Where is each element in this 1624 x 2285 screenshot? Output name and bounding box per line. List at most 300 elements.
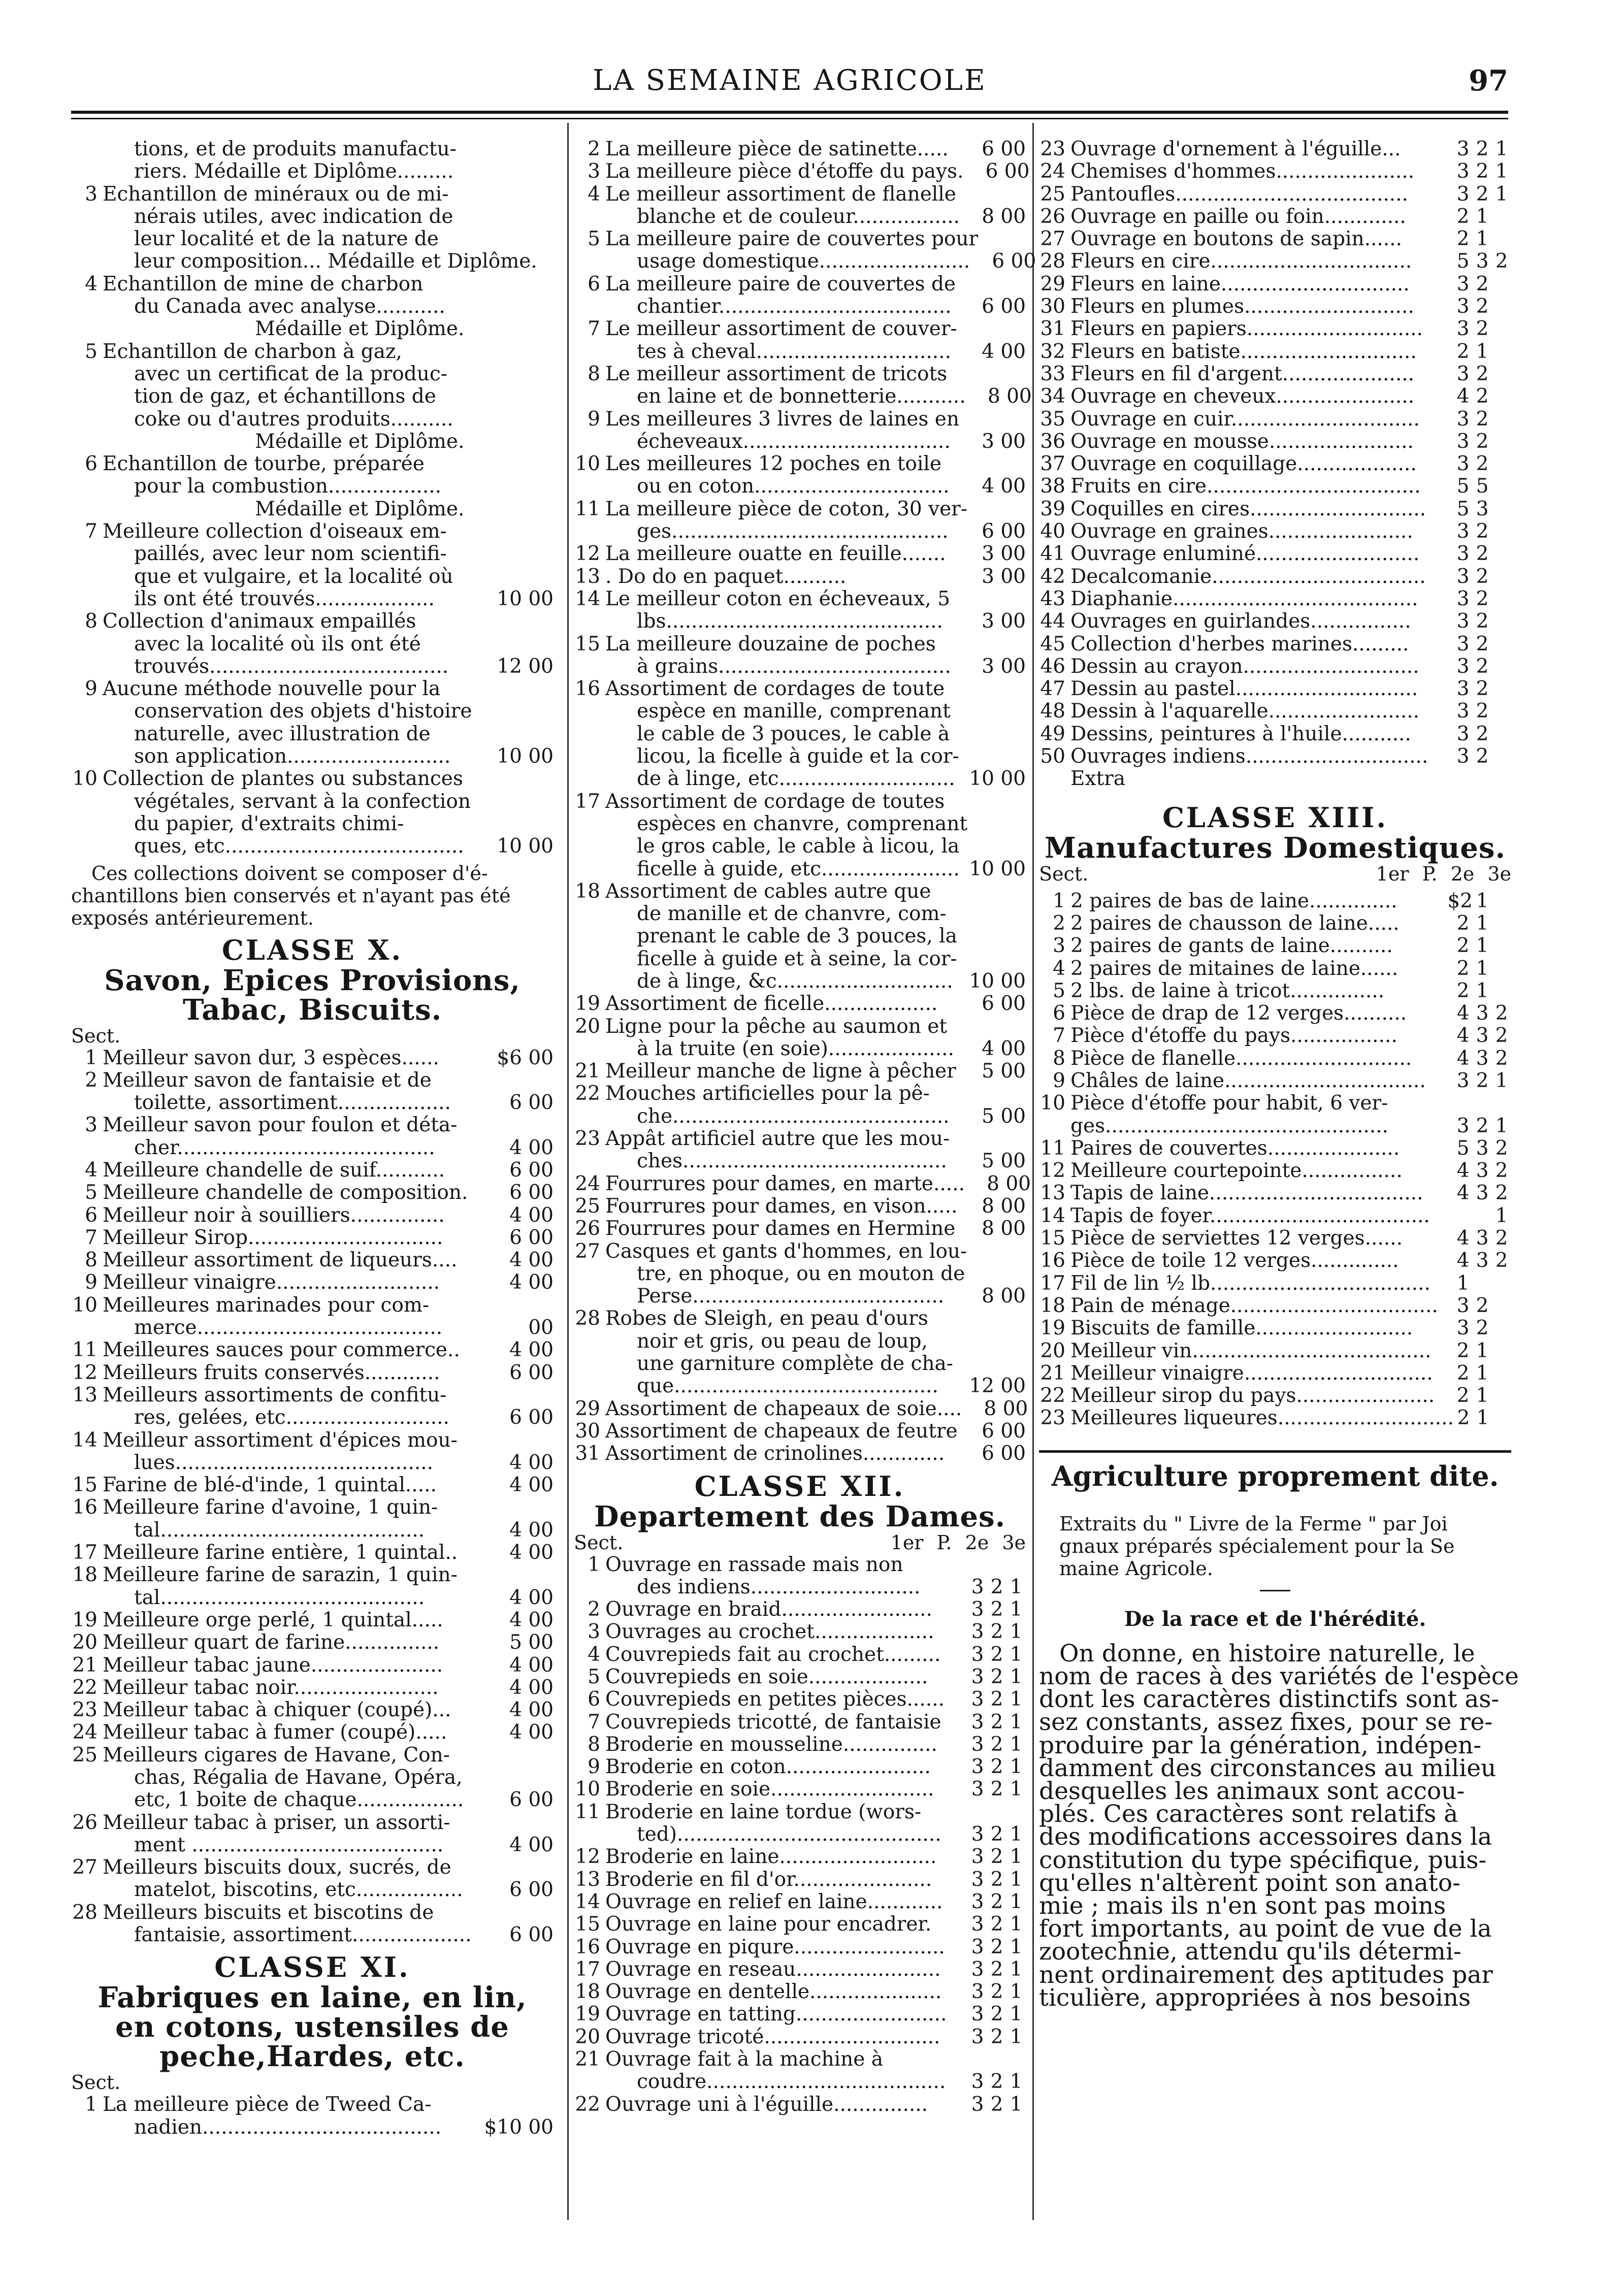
list-item [1039, 1048, 1511, 1070]
item-text: Fourrures pour dames, en marte..... [605, 1172, 965, 1195]
item-text: Decalcomanie.................................. [1070, 565, 1426, 588]
prize-value: 3 [971, 1598, 984, 1621]
item-amount [960, 633, 1026, 656]
item-number: 48 [1040, 700, 1065, 723]
list-item [574, 1734, 1026, 1756]
item-amount [960, 1308, 1026, 1330]
prize-value: 1 [1495, 138, 1508, 160]
item-amount [488, 1429, 554, 1452]
item-number: 6 [588, 1688, 600, 1711]
list-item [71, 1609, 554, 1631]
prize-value: 2 [990, 1666, 1003, 1688]
item-amount: 6 00 [509, 1406, 554, 1429]
item-text: du papier, d'extraits chimi- [134, 812, 404, 835]
item-number: 6 [588, 272, 600, 296]
item-number: 20 [575, 1015, 600, 1038]
item-number: 39 [1040, 497, 1065, 520]
item-text: son application.......................... [134, 745, 451, 768]
prize-header: 1er P. 2e 3e [890, 1531, 1026, 1554]
prize-value: 1 [1010, 1688, 1023, 1711]
prize-value: 2 [1476, 632, 1489, 656]
prize-value: 2 [990, 1778, 1003, 1801]
item-text: Meilleurs cigares de Havane, Con- [103, 1743, 450, 1767]
item-amount: 6 00 [982, 1442, 1026, 1465]
list-item [71, 745, 554, 768]
item-text: La meilleure ouatte en feuille....... [605, 542, 946, 566]
list-item [1039, 1025, 1511, 1047]
prize-value [987, 1554, 1006, 1576]
prize-value: 3 [1456, 677, 1470, 701]
list-item [1039, 610, 1511, 633]
prize-value: 3 [1456, 745, 1470, 768]
item-text: Ouvrage uni à l'éguille............... [605, 2093, 928, 2116]
item-amount [960, 1128, 1026, 1150]
item-text: Tapis de foyer................................... [1070, 1204, 1430, 1227]
prize-value: 5 [1456, 1136, 1470, 1160]
item-text: Meilleure chandelle de composition. [103, 1181, 468, 1204]
item-amount [488, 2094, 554, 2116]
item-amount: 5 00 [982, 1150, 1026, 1173]
item-number [71, 1924, 103, 1946]
article-line: On donne, en histoire naturelle, le [1059, 1639, 1475, 1668]
item-text: Meilleur quart de farine............... [103, 1631, 440, 1654]
item-text: Ouvrage en dentelle..................... [605, 1980, 942, 2004]
prize-value: 1 [1010, 2070, 1023, 2094]
item-amount [967, 813, 1033, 835]
item-amount [488, 1114, 554, 1136]
item-number [71, 296, 103, 318]
item-text: Dessins, peintures à l'huile........... [1070, 722, 1411, 745]
prize-value: 3 [971, 1845, 984, 1869]
item-text: Fleurs en laine.............................. [1070, 272, 1410, 296]
prize-value: 4 [1456, 1002, 1470, 1025]
prize-value [1492, 935, 1511, 957]
prize-value [1453, 1205, 1473, 1227]
sect-header [71, 2071, 554, 2094]
list-item [71, 273, 554, 296]
prize-value: 1 [1010, 1980, 1023, 2004]
prize-value: 2 [990, 1957, 1003, 1981]
prize-value: 4 [1456, 1159, 1470, 1183]
item-number: 9 [1053, 1069, 1065, 1092]
column-divider-1 [567, 123, 569, 2220]
list-item [71, 1699, 554, 1721]
prize-value: 2 [1476, 655, 1489, 678]
item-number: 8 [1053, 1047, 1065, 1070]
note-line: chantillons bien conservés et n'ayant pas été [71, 884, 511, 907]
list-item [574, 475, 1026, 498]
classe-x-list [71, 1047, 554, 1947]
item-number [71, 1092, 103, 1114]
list-item [1039, 318, 1511, 340]
article-line: constitution du type spécifique, puis- [1039, 1846, 1487, 1874]
item-number: 3 [588, 1620, 600, 1644]
prize-value [1492, 453, 1511, 475]
list-item [71, 543, 554, 565]
column-right [1039, 138, 1519, 2220]
item-text: des indiens........................... [637, 1575, 921, 1598]
prize-value: 3 [1456, 1294, 1470, 1317]
item-text: Diaphanie....................................... [1070, 587, 1418, 610]
prize-value: 3 [971, 1666, 984, 1688]
item-number: 26 [72, 1811, 98, 1834]
item-amount: 8 00 [984, 1397, 1028, 1420]
prize-value [1492, 768, 1511, 790]
item-number: 23 [72, 1699, 98, 1722]
item-text: Meilleur assortiment d'épices mou- [103, 1428, 458, 1452]
prize-value: 3 [1456, 565, 1470, 588]
list-item [1039, 138, 1511, 160]
item-text: coudre...................................... [637, 2070, 946, 2094]
prize-value: 1 [1476, 1339, 1489, 1362]
article-heading: De la race et de l'hérédité. [1124, 1607, 1426, 1631]
item-number [71, 228, 103, 250]
item-number: 13 [1040, 1182, 1065, 1205]
prize-value: 2 [1476, 700, 1489, 723]
prize-value: 3 [971, 2025, 984, 2048]
list-item [574, 1981, 1026, 2003]
item-number: 19 [575, 2003, 600, 2026]
prize-value: $2 [1447, 889, 1473, 912]
item-number: 40 [1040, 520, 1065, 543]
item-amount: 4 00 [509, 1586, 554, 1609]
item-text: Ouvrage en cuir.............................. [1070, 407, 1420, 431]
prize-value [1492, 588, 1511, 610]
list-item [574, 1846, 1026, 1868]
item-text: Les meilleures 3 livres de laines en [605, 407, 959, 431]
item-text: Le meilleur coton en écheveaux, 5 [605, 587, 950, 610]
list-item [1039, 408, 1511, 431]
item-text: La meilleure pièce d'étoffe du pays. [605, 160, 964, 183]
item-amount [960, 408, 1026, 431]
prize-value: 2 [1456, 979, 1470, 1002]
prize-value [1492, 566, 1511, 588]
prize-value: 1 [1010, 1620, 1023, 1644]
item-number [71, 2116, 103, 2139]
item-number: 30 [1040, 295, 1065, 318]
item-text: 2 paires de mitaines de laine...... [1070, 957, 1399, 980]
item-number: 7 [588, 317, 600, 341]
item-number: 43 [1040, 587, 1065, 610]
prize-value [1453, 768, 1473, 790]
list-item [71, 1047, 554, 1069]
prize-value [1492, 341, 1511, 363]
list-item [574, 408, 1026, 431]
item-text: Le meilleur assortiment de couver- [605, 317, 957, 341]
item-text: Meilleur savon pour foulon et déta- [103, 1114, 458, 1137]
item-text: Assortiment de cordages de toute [605, 677, 945, 701]
prize-value: 1 [1010, 1666, 1023, 1688]
prize-value [1492, 385, 1511, 408]
item-amount: 8 00 [982, 1285, 1026, 1308]
prize-value: 2 [1456, 911, 1470, 935]
prize-value: 3 [971, 1575, 984, 1598]
item-amount [960, 678, 1026, 700]
list-item [1039, 1317, 1511, 1340]
item-amount: 10 00 [497, 835, 554, 858]
item-text: Ouvrage en cheveux...................... [1070, 385, 1415, 408]
prize-value: 2 [1495, 1136, 1508, 1160]
item-amount: 12 00 [969, 1375, 1026, 1398]
list-item [1039, 980, 1511, 1002]
item-amount [488, 768, 554, 790]
classe-xii-continued-list [1039, 138, 1511, 791]
item-number [71, 431, 103, 453]
item-text: leur composition... Médaille et Diplôme. [134, 250, 537, 273]
prize-value: 2 [1495, 1159, 1508, 1183]
item-amount [960, 1353, 1026, 1375]
item-number [71, 1317, 103, 1339]
prize-value: 3 [1456, 317, 1470, 341]
item-text: Ouvrage enluminé.......................... [1070, 542, 1420, 566]
article-line: damment des circonstances au milieu [1039, 1754, 1497, 1782]
sect-label: Sect. [71, 1024, 121, 1047]
prize-value [1492, 1340, 1511, 1362]
list-item [71, 228, 554, 250]
prize-value [1473, 1092, 1492, 1115]
item-number [574, 948, 605, 970]
item-amount: 6 00 [509, 1361, 554, 1384]
prize-value [1492, 431, 1511, 453]
prize-value: 1 [1010, 1643, 1023, 1666]
item-amount: 10 00 [497, 587, 554, 610]
list-item [574, 1666, 1026, 1688]
item-text: végétales, servant à la confection [134, 790, 471, 813]
item-text: nadien...................................... [134, 2115, 442, 2139]
list-item [71, 1812, 554, 1834]
item-number: 11 [1040, 1136, 1065, 1160]
list-item [574, 970, 1026, 993]
list-item [71, 835, 554, 858]
item-number: 2 [588, 138, 600, 160]
list-item [1039, 206, 1511, 228]
item-amount: 8 00 [987, 385, 1032, 408]
item-number [71, 1587, 103, 1609]
item-number: 29 [1040, 272, 1065, 296]
item-amount: 6 00 [982, 138, 1026, 160]
prize-value: 2 [1476, 745, 1489, 768]
item-text: Aucune méthode nouvelle pour la [103, 677, 441, 701]
item-number: 17 [575, 790, 600, 813]
prize-value [1492, 1407, 1512, 1429]
item-amount: 6 00 [509, 1226, 554, 1249]
list-item [71, 1924, 554, 1946]
item-number: 1 [1053, 889, 1065, 912]
item-number: 19 [72, 1608, 98, 1631]
item-number: 33 [1040, 362, 1065, 385]
list-item [71, 1249, 554, 1271]
prize-value: 1 [1476, 934, 1489, 958]
prize-value: 3 [1456, 182, 1470, 206]
item-text: Fil de lin ½ lb................................... [1070, 1271, 1431, 1295]
item-number: 14 [72, 1428, 98, 1452]
prize-value [968, 2048, 987, 2071]
item-amount: 6 00 [992, 250, 1036, 273]
list-item [1039, 475, 1511, 498]
item-text: leur localité et de la nature de [134, 227, 439, 251]
item-number: 28 [72, 1901, 98, 1924]
classe-xi-title: CLASSE XI. [214, 1951, 410, 1984]
list-item [71, 160, 554, 183]
list-item [574, 318, 1026, 340]
item-number: 4 [85, 272, 98, 296]
item-number [574, 835, 605, 858]
list-item [574, 1060, 1026, 1083]
classe-xiii-list [1039, 890, 1511, 1430]
item-amount [960, 745, 1026, 768]
item-number: 19 [1040, 1317, 1065, 1340]
classe-xi-continued-list [574, 138, 1036, 1465]
list-item [1039, 678, 1511, 700]
item-text: Meilleur vinaigre.............................. [1070, 1361, 1433, 1385]
list-item [1039, 745, 1511, 768]
item-text: tre, en phoque, ou en mouton de [637, 1262, 965, 1285]
prize-value: 3 [971, 2070, 984, 2094]
item-text: Meilleures liqueures............................ [1070, 1407, 1454, 1430]
item-number: 37 [1040, 452, 1065, 476]
item-text: Appât artificiel autre que les mou- [605, 1127, 950, 1151]
item-text: coke ou d'autres produits.......... [134, 407, 453, 431]
item-number: 27 [575, 1239, 600, 1263]
list-item [71, 296, 554, 318]
collections-note [71, 862, 554, 929]
item-text: Pièce de serviettes 12 verges...... [1070, 1227, 1403, 1250]
list-item [71, 408, 554, 431]
item-text: Chemises d'hommes...................... [1070, 160, 1415, 183]
item-amount [488, 566, 554, 588]
item-text: Couvrepieds en soie................... [605, 1666, 928, 1688]
item-text: naturelle, avec illustration de [134, 722, 431, 745]
item-text: ches.......................................... [637, 1150, 947, 1173]
prize-value: 2 [1456, 1384, 1470, 1408]
item-amount: 4 00 [509, 1474, 554, 1497]
item-number [71, 1519, 103, 1542]
item-number [574, 520, 605, 543]
item-text: lues......................................... [134, 1451, 433, 1474]
list-item [71, 1677, 554, 1699]
item-number [71, 1767, 103, 1789]
list-item [71, 1137, 554, 1159]
prize-value: 3 [971, 2093, 984, 2116]
item-number: 24 [72, 1721, 98, 1744]
item-amount [488, 341, 554, 363]
item-number [574, 1038, 605, 1060]
list-item [71, 1227, 554, 1249]
list-item [71, 498, 554, 520]
article-line: zootechnie, attendu qu'ils détermi- [1039, 1938, 1461, 1966]
list-item [574, 993, 1026, 1015]
item-number: 10 [575, 1778, 600, 1801]
list-item [71, 250, 554, 273]
prize-value: 3 [1456, 632, 1470, 656]
item-number: 15 [575, 632, 600, 656]
item-number: 15 [72, 1474, 98, 1497]
item-amount: 10 00 [969, 969, 1026, 993]
list-item [1039, 958, 1511, 980]
item-text: Meilleure farine entière, 1 quintal.. [103, 1541, 458, 1564]
item-text: Pièce de drap de 12 verges.......... [1070, 1002, 1407, 1025]
item-amount: 00 [528, 1316, 554, 1340]
item-text: Ouvrage d'ornement à l'éguille... [1070, 138, 1401, 160]
item-number [574, 813, 605, 835]
item-number: 2 [85, 1068, 98, 1092]
list-item [1039, 935, 1511, 957]
item-text: Meilleurs fruits conservés............ [103, 1361, 440, 1384]
list-item [574, 1688, 1026, 1711]
item-text: Collection d'herbes marines......... [1070, 632, 1409, 656]
class9-continued-list [71, 138, 554, 858]
item-text: Robes de Sleigh, en peau d'ours [605, 1307, 928, 1330]
item-amount [965, 1263, 1031, 1285]
list-item [574, 1958, 1026, 1981]
list-item [574, 453, 1026, 475]
item-text: Extra [1070, 767, 1126, 791]
item-number: 8 [588, 1733, 600, 1756]
item-number: 5 [1053, 979, 1065, 1002]
item-number: 16 [1040, 1249, 1065, 1272]
prize-value: 1 [1476, 979, 1489, 1002]
item-number: 50 [1040, 745, 1065, 768]
item-text: ficelle à guide et à seine, la cor- [637, 947, 957, 970]
prize-value: 2 [1476, 182, 1489, 206]
item-number: 21 [72, 1653, 98, 1677]
prize-value: 2 [1495, 250, 1508, 273]
item-text: Ouvrage tricoté............................ [605, 2025, 940, 2048]
item-amount: 4 00 [509, 1203, 554, 1227]
item-number: 13 [575, 565, 600, 588]
list-item [574, 2094, 1026, 2116]
item-amount: 4 00 [509, 1653, 554, 1677]
item-number: 25 [575, 1194, 600, 1218]
list-item [71, 520, 554, 543]
list-item [574, 1375, 1026, 1397]
list-item [574, 1241, 1026, 1263]
prize-value: 2 [1476, 610, 1489, 633]
list-item [574, 1016, 1026, 1038]
prize-value: 3 [1476, 1047, 1489, 1070]
list-item [574, 835, 1026, 858]
item-number: 31 [575, 1442, 600, 1465]
prize-value: 1 [1010, 1598, 1023, 1621]
prize-value: 3 [971, 2003, 984, 2026]
item-number: 26 [1040, 205, 1065, 228]
item-amount [488, 700, 554, 723]
item-number: 22 [72, 1676, 98, 1699]
item-number [71, 475, 103, 498]
classe-xiii-title: CLASSE XIII. [1162, 801, 1388, 834]
item-amount [967, 1241, 1033, 1263]
item-number [71, 1879, 103, 1901]
item-text: Assortiment de cordage de toutes [605, 790, 945, 813]
list-item [1039, 1385, 1511, 1407]
item-text: Ouvrages indiens............................. [1070, 745, 1428, 768]
prize-value: 2 [1476, 362, 1489, 385]
item-text: Pièce de toile 12 verges.............. [1070, 1249, 1399, 1272]
list-item [574, 678, 1026, 700]
prize-value: 2 [1476, 1294, 1489, 1317]
item-number: 9 [588, 1755, 600, 1779]
item-number: 14 [575, 1890, 600, 1913]
prize-value [1492, 498, 1511, 520]
list-item [574, 1711, 1026, 1734]
item-text: Ouvrages en guirlandes................ [1070, 610, 1411, 633]
item-number: 21 [1040, 1361, 1065, 1385]
item-number [574, 206, 605, 228]
item-amount: 10 00 [969, 767, 1026, 791]
list-item [71, 1654, 554, 1677]
item-text: Dessin au pastel............................. [1070, 677, 1418, 701]
item-text: Fourrures pour dames en Hermine [605, 1217, 956, 1241]
